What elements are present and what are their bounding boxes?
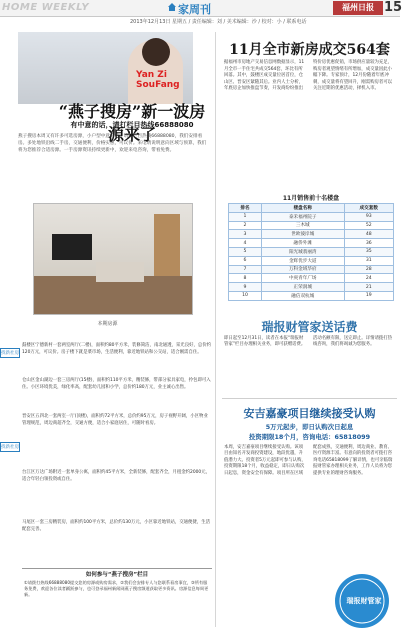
table-row: [229, 212, 394, 221]
page-number: 15: [384, 0, 402, 15]
service-headline: 瑞报财管家送话费: [261, 320, 358, 334]
table-cell: 融侨外滩: [262, 239, 345, 248]
room-door: [154, 214, 180, 284]
left-subheadline: 有中意的话，请打栏目热线66888080: [70, 121, 194, 129]
table-cell: 2: [229, 221, 262, 230]
table-cell: 24: [344, 274, 394, 283]
table-header-row: [229, 204, 394, 213]
table-cell: 10: [229, 291, 262, 300]
listing-paragraph: 鼓楼区宁德新村一套两室两厅(二楼)，面积约80平方米，装修简洁，南北通透，采光良好，总价约120万元，可议价。房子楼下就是菜市场，生活便利，靠近地铁站和公交站，适合刚需自住。: [22, 343, 212, 355]
divider: [22, 568, 212, 569]
table-cell: 世欧彼岸城: [262, 230, 345, 239]
table-cell: 泰禾福州院子: [262, 212, 345, 221]
table-row: [229, 256, 394, 265]
paper-logo: 福州日报: [333, 1, 383, 15]
table-cell: 93: [344, 212, 394, 221]
sales-table: [228, 203, 394, 301]
sales-table-title: 11月销售前十名楼盘: [282, 195, 340, 202]
table-cell: 21: [344, 283, 394, 292]
listing-paragraph: 台江区万达广场附近一套单身公寓，面积约45平方米，全新装修，配套齐全，月租金约2000元，适合年轻白领投资或自住。: [22, 470, 210, 482]
table-row: [229, 274, 394, 283]
listing-paragraph: 仓山区金山湖边一套三房两厅(15楼)，面积约110平方米，精装修，带部分家具家电，拎包即可入住。小区环境优美，绿化率高，配套幼儿园和小学，总价约180万元，业主诚心出售。: [22, 378, 211, 390]
badge-label: 瑞报财管家: [346, 597, 382, 605]
table-cell: 52: [344, 221, 394, 230]
table-cell: 三木城: [262, 221, 345, 230]
table-row: [229, 247, 394, 256]
table-cell: 7: [229, 265, 262, 274]
side-tag: 找新社房: [0, 348, 20, 358]
table-cell: 35: [344, 247, 394, 256]
news-headline: 安吉嘉豪项目继续接受认购: [243, 407, 376, 420]
news-text: 本周，安吉嘉豪项目继续接受认购。该项目由知名开发商投资建设，地段优越，升值潜力大。投资者5万元起即可参与认购，投资期限18个月，收益稳定，即日认购次日起息，资金安全有保障。项目所在区域配套成熟，交通便利，周边商业、教育、医疗资源丰富。有意向的投资者可拨打咨询电话65818099了解详情，也可亲临瑞报财管家办理相关业务，工作人员将为您提供专业的理财咨询服务。: [224, 445, 393, 476]
room-photo: [33, 203, 193, 315]
table-cell: 3: [229, 230, 262, 239]
right-headline: 11月全市新房成交564套: [229, 42, 390, 58]
table-cell: 9: [229, 283, 262, 292]
table-header: 排名: [229, 204, 262, 213]
listing-paragraph: 马尾区一套三房精装房，面积约100平方米，总价约130万元，小区靠近地铁站，交通便捷，生活配套完善。: [22, 520, 210, 532]
table-header: 成交套数: [344, 204, 394, 213]
table-cell: 万科金域华府: [262, 265, 345, 274]
divider: [222, 398, 397, 399]
table-cell: 正荣润城: [262, 283, 345, 292]
home-icon: [167, 2, 177, 12]
table-cell: 28: [344, 265, 394, 274]
table-cell: 5: [229, 247, 262, 256]
listing-paragraph: 晋安区五四北一套两室一厅(顶楼)，面积约72平方米，总价约95万元，房子视野开阔，小区物业管理规范，周边商超齐全，交通方便，适合小家庭居住，可随时看房。: [22, 414, 208, 426]
participation-heading: 如何参与“燕子搜房”栏目: [85, 572, 149, 578]
left-intro: 燕子搜房本周又有许多可选房源，小户型中意的话，请打栏目热线66888080，我们安排看房。多处地铁沿线二手房，交通便利，价格实惠，可议价。来电请说明意向区域与预算，我们将为您推荐合适房源。一手房源资讯持续更新中，欢迎来电咨询，带看免费。: [18, 134, 207, 153]
service-text: 即日起至12月31日，读者在本报“瑞报财管家”栏目办理相关业务，即可获赠话费。活动名额有限，送完即止。详情请拨打热线咨询，我们将竭诚为您服务。: [224, 336, 393, 348]
table-row: [229, 283, 394, 292]
news-subheadline: 投资期限18个月，咨询电话：65818099: [248, 433, 371, 441]
room-sofa: [96, 262, 144, 282]
table-row: [229, 221, 394, 230]
table-cell: 阳光城翡丽湾: [262, 247, 345, 256]
table-cell: 48: [344, 230, 394, 239]
page-header: [0, 0, 400, 17]
participation-text: ①请拨打热线66888080提交您的房源或购房需求，②我们会安排专人与您联系看房事宜，③所有服务免费，欢迎各位读者踊跃参与，也可登录福州新闻网燕子搜房频道获取更多资讯。房源信息每周更新。: [24, 580, 209, 597]
table-cell: 8: [229, 274, 262, 283]
header-subline: 2013年12月13日 星期五 / 责任编辑：刘 / 美术编辑：沙 / 校对：小 / 联系电话: [130, 19, 307, 25]
column-logo: Yan Zi SouFang: [136, 70, 180, 90]
side-tag: 找新社房: [0, 442, 20, 452]
table-cell: 中庚青年广场: [262, 274, 345, 283]
table-row: [229, 230, 394, 239]
table-cell: 19: [344, 291, 394, 300]
table-row: [229, 239, 394, 248]
table-cell: 6: [229, 256, 262, 265]
table-header: 楼盘名称: [262, 204, 345, 213]
table-row: [229, 291, 394, 300]
brand-label: HOME WEEKLY: [2, 2, 90, 13]
right-article-text: 据福州市房地产交易信息网数据显示，11月全市一手住宅共成交564套，环比有所回落。其中，鼓楼区成交量位居首位，仓山区、晋安区紧随其后。业内人士分析，年底房企加快推盘节奏，开发商纷纷推出特价房优惠促销，市场供应量较为充足，购房者观望情绪有所增加，成交量因此小幅下降。专家预计，12月份随着年底冲刺，成交量将有望回升，刚需购房者可以关注近期的优惠活动，择机入市。: [224, 60, 393, 91]
room-tv: [52, 234, 92, 260]
column-divider: [215, 32, 216, 627]
section-title: 家周刊: [178, 3, 211, 16]
table-cell: 4: [229, 239, 262, 248]
table-row: [229, 265, 394, 274]
photo-caption: 本期房源: [97, 321, 118, 327]
table-cell: 36: [344, 239, 394, 248]
table-cell: 1: [229, 212, 262, 221]
table-cell: 金辉优步大道: [262, 256, 345, 265]
banner-photo: [18, 32, 193, 104]
left-headline: “燕子搜房”新一波房源来了: [58, 102, 206, 144]
news-subheadline: 5万元起步，即日认购次日起息: [265, 423, 354, 431]
table-cell: 融信双杭城: [262, 291, 345, 300]
table-cell: 31: [344, 256, 394, 265]
